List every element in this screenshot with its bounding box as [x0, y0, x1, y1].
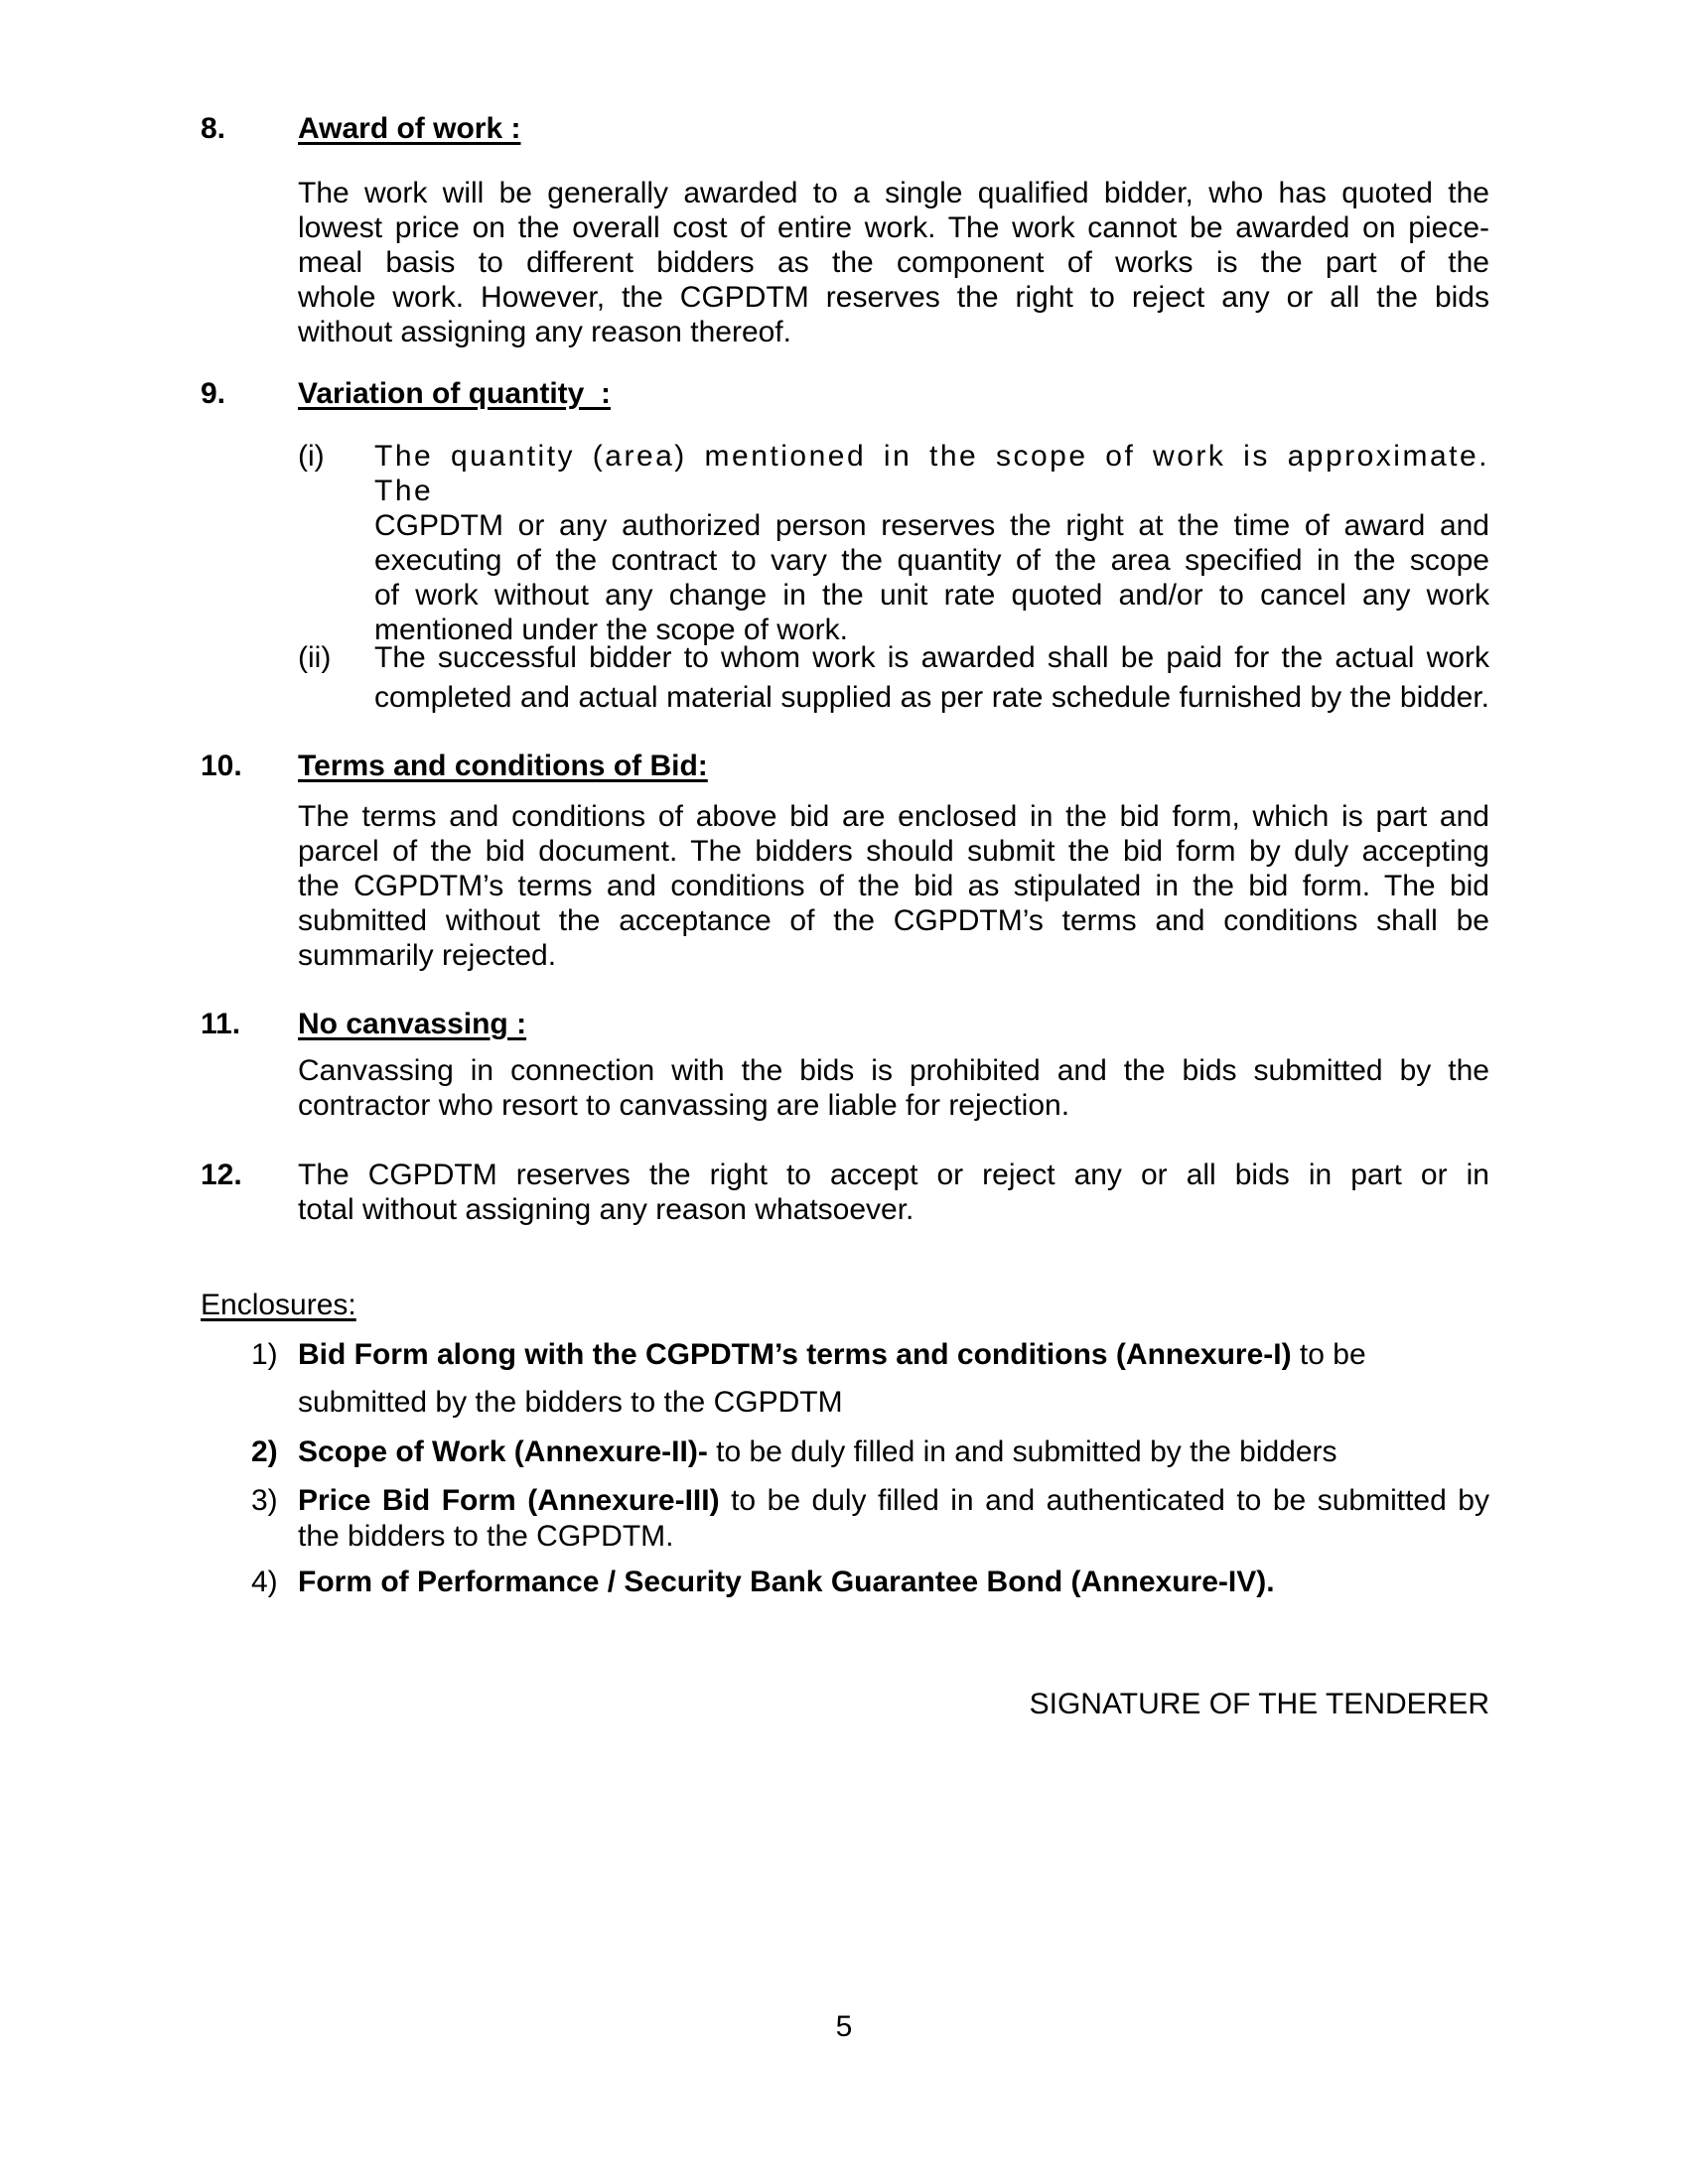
section-11-heading: No canvassing : [298, 1008, 527, 1040]
section-10-heading: Terms and conditions of Bid: [298, 750, 708, 782]
paragraph-line: whole work. However, the CGPDTM reserves the right to reject any or all the bids [298, 281, 1489, 314]
enclosure-item-1-regular-text: to be [1291, 1338, 1366, 1371]
paragraph-line: mentioned under the scope of work. [374, 614, 848, 646]
enclosure-item-3-marker: 3) [251, 1484, 278, 1517]
paragraph-line: summarily rejected. [298, 939, 557, 972]
enclosure-item-3-regular-text: to be duly filled in and authenticated to be submitted by [719, 1484, 1489, 1517]
paragraph-line: the CGPDTM’s terms and conditions of the bid as stipulated in the bid form. The bid [298, 870, 1489, 902]
paragraph-line: The terms and conditions of above bid are enclosed in the bid form, which is part and [298, 800, 1489, 833]
paragraph-line: meal basis to different bidders as the component of works is the part of the [298, 246, 1489, 279]
section-8-number: 8. [201, 112, 226, 145]
enclosure-item-1-bold-text: Bid Form along with the CGPDTM’s terms and conditions (Annexure-I) [298, 1338, 1292, 1371]
paragraph-line: Canvassing in connection with the bids is prohibited and the bids submitted by the [298, 1054, 1489, 1087]
paragraph-line: without assigning any reason thereof. [298, 316, 791, 348]
paragraph-line: The CGPDTM reserves the right to accept or reject any or all bids in part or in [298, 1159, 1489, 1191]
section-10-number: 10. [201, 750, 242, 782]
section-8-heading: Award of work : [298, 112, 521, 145]
paragraph-line: The work will be generally awarded to a single qualified bidder, who has quoted the [298, 177, 1489, 209]
page-number: 5 [835, 2010, 853, 2043]
paragraph-line: The successful bidder to whom work is awarded shall be paid for the actual work [374, 641, 1489, 674]
section-11-number: 11. [201, 1008, 241, 1040]
enclosures-heading: Enclosures: [201, 1289, 356, 1321]
section-9-number: 9. [201, 377, 226, 410]
paragraph-line [298, 1331, 1489, 1379]
paragraph-line: submitted by the bidders to the CGPDTM [298, 1386, 843, 1419]
paragraph-line: completed and actual material supplied as per rate schedule furnished by the bidder. [374, 681, 1489, 714]
enclosure-item-3-bold-text: Price Bid Form (Annexure-III) [298, 1484, 720, 1517]
paragraph-line: executing of the contract to vary the quantity of the area specified in the scope [374, 544, 1489, 577]
enclosure-item-1-marker: 1) [251, 1338, 278, 1371]
paragraph-line [298, 1434, 1489, 1470]
paragraph-line: parcel of the bid document. The bidders should submit the bid form by duly accepting [298, 835, 1489, 868]
enclosure-item-2-marker: 2) [251, 1435, 278, 1468]
section-12-number: 12. [201, 1159, 242, 1191]
paragraph-line: contractor who resort to canvassing are liable for rejection. [298, 1089, 1070, 1122]
paragraph-line: of work without any change in the unit rate quoted and/or to cancel any work [374, 579, 1489, 612]
section-9-heading: Variation of quantity : [298, 377, 612, 410]
enclosure-item-2-regular-text: to be duly filled in and submitted by the bidders [707, 1435, 1337, 1468]
signature-line: SIGNATURE OF THE TENDERER [1029, 1688, 1489, 1720]
paragraph-line: Form of Performance / Security Bank Guarantee Bond (Annexure-IV). [298, 1566, 1275, 1598]
paragraph-line: submitted without the acceptance of the CGPDTM’s terms and conditions shall be [298, 904, 1489, 937]
paragraph-line: CGPDTM or any authorized person reserves the right at the time of award and [374, 509, 1489, 542]
list-marker-ii: (ii) [298, 641, 332, 674]
enclosures-heading-cell [201, 1288, 356, 1322]
paragraph-line [298, 1483, 1489, 1519]
enclosure-item-4-marker: 4) [251, 1566, 278, 1598]
enclosure-item-2-bold-text: Scope of Work (Annexure-II)- [298, 1435, 708, 1468]
paragraph-line: lowest price on the overall cost of entire work. The work cannot be awarded on piece- [298, 211, 1489, 244]
paragraph-line: the bidders to the CGPDTM. [298, 1520, 674, 1553]
paragraph-line: total without assigning any reason whatsoever. [298, 1193, 914, 1226]
paragraph-line: The quantity (area) mentioned in the scope of work is approximate. The [374, 440, 1489, 507]
list-marker-i: (i) [298, 440, 325, 473]
